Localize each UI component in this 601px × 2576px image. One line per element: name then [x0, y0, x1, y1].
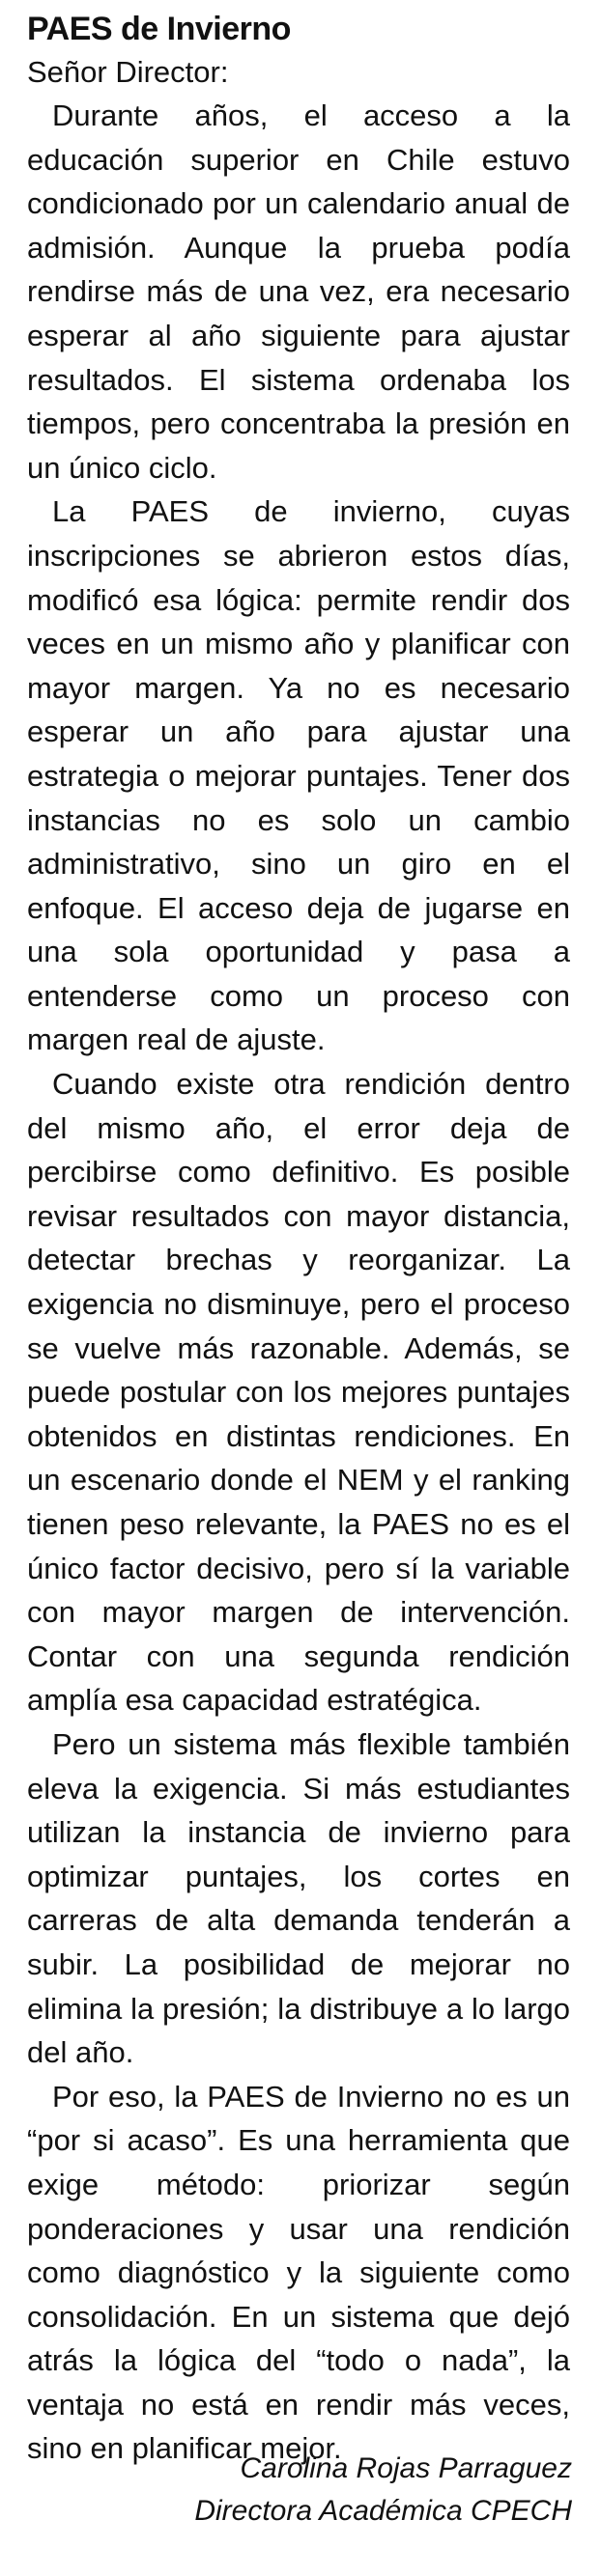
salutation: Señor Director:	[27, 55, 229, 89]
paragraph-5: Por eso, la PAES de Invierno no es un “por si acaso”. Es una herramienta que exige método: priorizar según ponderaciones y usar una rendición como diagnóstico y la siguiente como consolidación. En un sistema que dejó atrás la lógica del “todo o nada”, la ventaja no está en rendir más veces, sino en planificar mejor.	[27, 2079, 570, 2466]
author-name: Carolina Rojas Parraguez	[240, 2452, 572, 2484]
paragraph-1: Durante años, el acceso a la educación superior en Chile estuvo condicionado por un calendario anual de admisión. Aunque la prueba podía rendirse más de una vez, era necesario esperar al año siguiente para ajustar resultados. El sistema ordenaba los tiempos, pero concentraba la presión en un único ciclo.	[27, 98, 570, 485]
author-role: Directora Académica CPECH	[194, 2495, 572, 2527]
letter-title: PAES de Invierno	[27, 11, 291, 47]
letter-to-editor	[27, 8, 570, 2471]
signature-block	[194, 2448, 572, 2533]
paragraph-4: Pero un sistema más flexible también eleva la exigencia. Si más estudiantes utilizan la instancia de invierno para optimizar puntajes, los cortes en carreras de alta demanda tenderán a subir. La posibilidad de mejorar no elimina la presión; la distribuye a lo largo del año.	[27, 1726, 570, 2070]
paragraph-3: Cuando existe otra rendición dentro del mismo año, el error deja de percibirse como definitivo. Es posible revisar resultados con mayor distancia, detectar brechas y reorganizar. La exigencia no disminuye, pero el proceso se vuelve más razonable. Además, se puede postular con los mejores puntajes obtenidos en distintas rendiciones. En un escenario donde el NEM y el ranking tienen peso relevante, la PAES no es el único factor decisivo, pero sí la variable con mayor margen de intervención. Contar con una segunda rendición amplía esa capacidad estratégica.	[27, 1067, 570, 1718]
paragraph-2: La PAES de invierno, cuyas inscripciones se abrieron estos días, modificó esa lógica: permite rendir dos veces en un mismo año y planificar con mayor margen. Ya no es necesario esperar un año para ajustar una estrategia o mejorar puntajes. Tener dos instancias no es solo un cambio administrativo, sino un giro en el enfoque. El acceso deja de jugarse en una sola oportunidad y pasa a entenderse como un proceso con margen real de ajuste.	[27, 494, 570, 1057]
